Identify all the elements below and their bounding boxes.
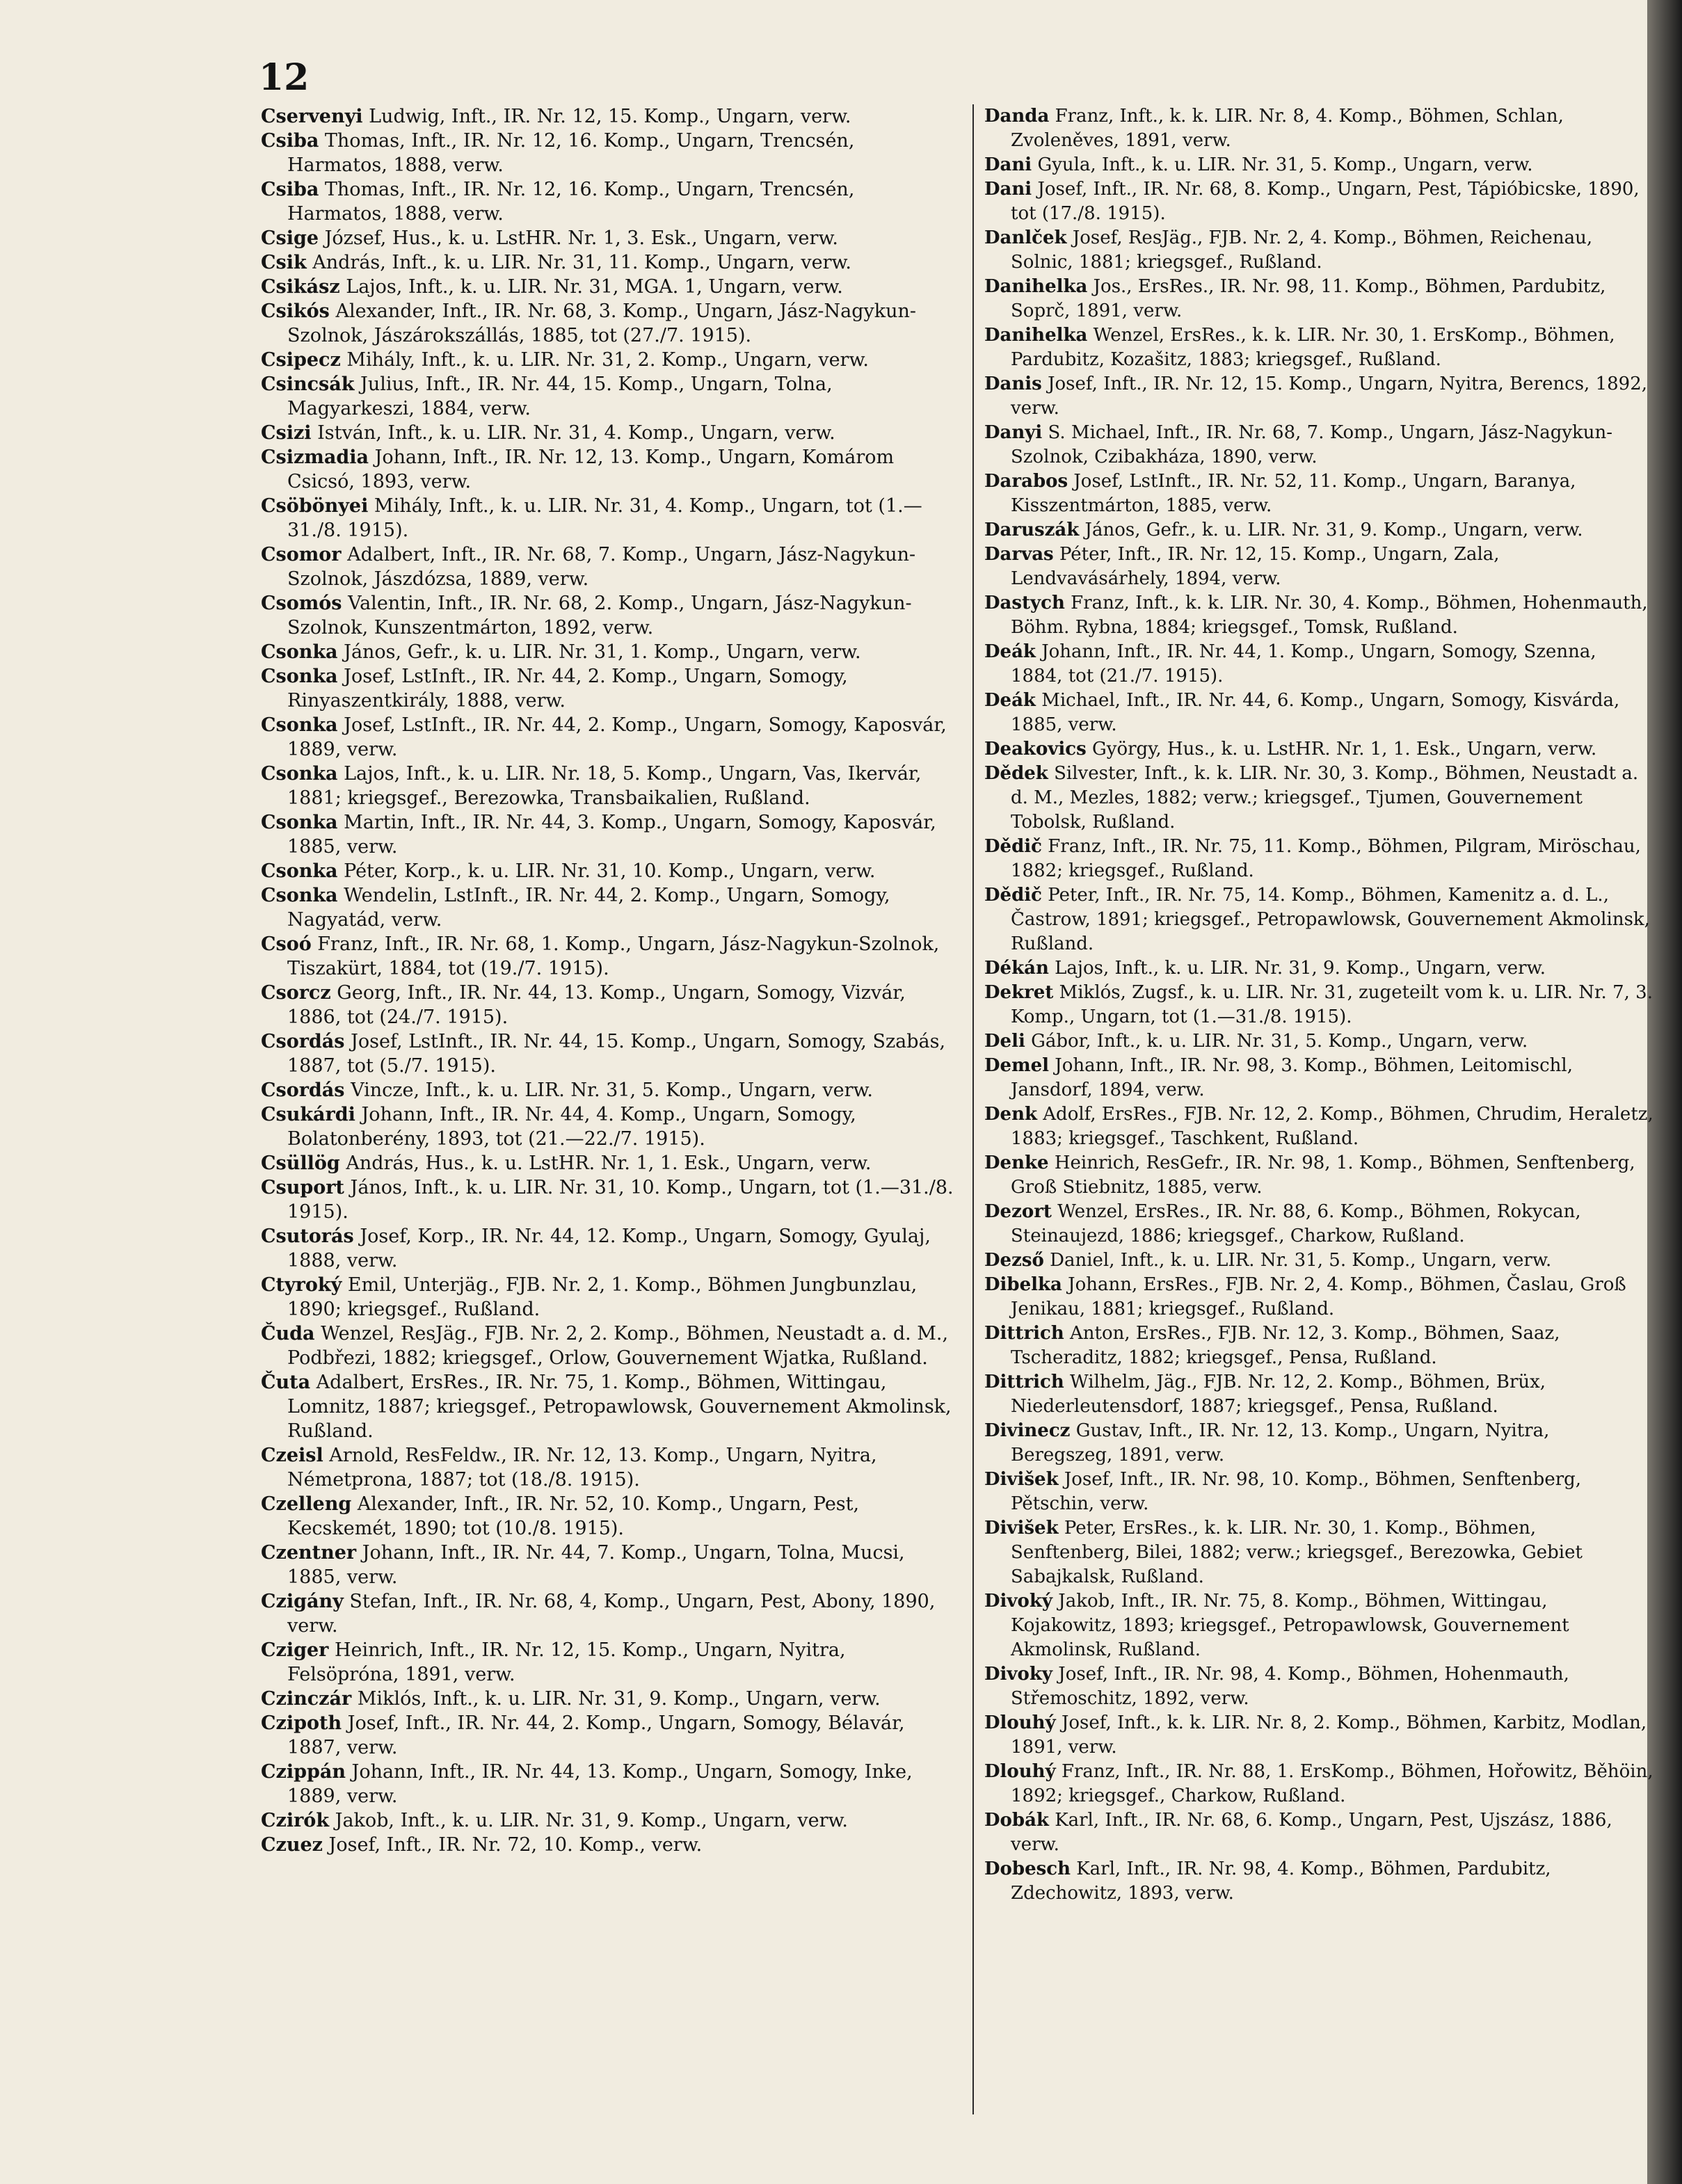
casualty-entry xyxy=(984,1516,1653,1589)
entry-details: Johann, Inft., IR. Nr. 98, 3. Komp., Böhmen, Leitomischl, Jansdorf, 1894, verw. xyxy=(1011,1055,1573,1100)
casualty-entry xyxy=(984,469,1653,518)
casualty-entry xyxy=(984,153,1653,177)
entry-details: Arnold, ResFeldw., IR. Nr. 12, 13. Komp., Ungarn, Nyitra, Németprona, 1887; tot (18./8. 1915). xyxy=(287,1445,877,1491)
entry-surname: Divoky xyxy=(984,1664,1052,1685)
entry-surname: Dlouhý xyxy=(984,1712,1056,1733)
entry-surname: Csoó xyxy=(261,933,312,955)
entry-surname: Csonka xyxy=(261,641,338,663)
entry-surname: Csonka xyxy=(261,763,338,785)
entry-details: Johann, Inft., IR. Nr. 44, 1. Komp., Ungarn, Somogy, Szenna, 1884, tot (21./7. 1915). xyxy=(1011,641,1596,686)
casualty-entry xyxy=(984,275,1653,323)
casualty-entry xyxy=(984,883,1653,956)
casualty-entry xyxy=(984,1029,1653,1054)
casualty-entry xyxy=(984,1808,1653,1857)
entry-details: Franz, Inft., k. k. LIR. Nr. 30, 4. Komp., Böhmen, Hohenmauth, Böhm. Rybna, 1884; kriegsgef., Tomsk, Rußland. xyxy=(1011,593,1648,638)
entry-details: Lajos, Inft., k. u. LIR. Nr. 31, MGA. 1, Ungarn, verw. xyxy=(339,276,843,298)
entry-details: Franz, Inft., IR. Nr. 88, 1. ErsKomp., Böhmen, Hořowitz, Běhöin, 1892; kriegsgef., Charkow, Rußland. xyxy=(1011,1761,1653,1806)
entry-surname: Csipecz xyxy=(261,349,341,371)
casualty-entry xyxy=(261,421,956,445)
entry-details: Daniel, Inft., k. u. LIR. Nr. 31, 5. Komp., Ungarn, verw. xyxy=(1043,1250,1552,1271)
entry-surname: Čuda xyxy=(261,1323,315,1344)
entry-details: Josef, Inft., k. k. LIR. Nr. 8, 2. Komp., Böhmen, Karbitz, Modlan, 1891, verw. xyxy=(1011,1712,1647,1758)
casualty-entry xyxy=(984,762,1653,835)
entry-surname: Dastych xyxy=(984,593,1065,613)
casualty-entry xyxy=(261,1711,956,1760)
entry-details: Johann, Inft., IR. Nr. 44, 7. Komp., Ungarn, Tolna, Mucsi, 1885, verw. xyxy=(287,1542,905,1588)
entry-surname: Danis xyxy=(984,374,1042,394)
entry-details: Wenzel, ErsRes., k. k. LIR. Nr. 30, 1. ErsKomp., Böhmen, Pardubitz, Kozašitz, 1883; kriegsgef., Rußland. xyxy=(1011,325,1615,370)
entry-surname: Cziger xyxy=(261,1639,329,1661)
entry-surname: Csige xyxy=(261,227,319,249)
entry-surname: Csuport xyxy=(261,1177,344,1198)
entry-details: Josef, LstInft., IR. Nr. 44, 2. Komp., Ungarn, Somogy, Kaposvár, 1889, verw. xyxy=(287,714,947,760)
entry-surname: Czuez xyxy=(261,1834,323,1856)
casualty-entry xyxy=(984,640,1653,689)
entry-surname: Csukárdi xyxy=(261,1104,355,1125)
casualty-entry xyxy=(984,1857,1653,1906)
casualty-entry xyxy=(261,810,956,859)
entry-surname: Deák xyxy=(984,690,1036,711)
casualty-entry xyxy=(261,1102,956,1151)
entry-surname: Dezső xyxy=(984,1250,1044,1271)
entry-details: János, Gefr., k. u. LIR. Nr. 31, 9. Komp., Ungarn, verw. xyxy=(1079,520,1583,540)
entry-details: Josef, LstInft., IR. Nr. 52, 11. Komp., Ungarn, Baranya, Kisszentmárton, 1885, verw. xyxy=(1011,471,1576,516)
casualty-entry xyxy=(261,348,956,372)
casualty-entry xyxy=(261,1687,956,1711)
entry-details: Wenzel, ErsRes., IR. Nr. 88, 6. Komp., Böhmen, Rokycan, Steinaujezd, 1886; kriegsgef., Charkow, Rußland. xyxy=(1011,1201,1581,1246)
entry-details: Adolf, ErsRes., FJB. Nr. 12, 2. Komp., Böhmen, Chrudim, Heraletz, 1883; kriegsgef., Taschkent, Rußland. xyxy=(1011,1104,1653,1149)
entry-details: József, Hus., k. u. LstHR. Nr. 1, 3. Esk., Ungarn, verw. xyxy=(319,227,838,249)
entry-surname: Czigány xyxy=(261,1591,344,1612)
entry-details: Josef, LstInft., IR. Nr. 44, 15. Komp., Ungarn, Somogy, Szabás, 1887, tot (5./7. 1915). xyxy=(287,1031,946,1077)
casualty-entry xyxy=(984,1370,1653,1419)
entry-details: Franz, Inft., IR. Nr. 75, 11. Komp., Böhmen, Pilgram, Miröschau, 1882; kriegsgef., Rußland. xyxy=(1011,836,1641,881)
entry-surname: Czelleng xyxy=(261,1493,352,1515)
casualty-entry xyxy=(984,1248,1653,1273)
entry-surname: Dani xyxy=(984,154,1032,175)
entry-surname: Čuta xyxy=(261,1372,311,1393)
page-number: 12 xyxy=(259,56,310,99)
entry-details: Lajos, Inft., k. u. LIR. Nr. 18, 5. Komp., Ungarn, Vas, Ikervár, 1881; kriegsgef., Berezowka, Transbaikalien, Rußland. xyxy=(287,763,922,809)
entry-surname: Deák xyxy=(984,641,1036,662)
entry-details: Jakob, Inft., k. u. LIR. Nr. 31, 9. Komp., Ungarn, verw. xyxy=(329,1810,848,1831)
casualty-entry xyxy=(261,883,956,932)
entry-surname: Dědič xyxy=(984,836,1042,857)
entry-surname: Csonka xyxy=(261,885,338,906)
casualty-entry xyxy=(984,518,1653,543)
casualty-entry xyxy=(261,1589,956,1638)
casualty-entry xyxy=(984,591,1653,640)
entry-details: Johann, Inft., IR. Nr. 12, 13. Komp., Ungarn, Komárom Csicsó, 1893, verw. xyxy=(287,447,895,492)
entry-surname: Ctyroký xyxy=(261,1274,342,1296)
casualty-entry xyxy=(984,1662,1653,1711)
casualty-entry xyxy=(261,981,956,1029)
entry-surname: Dani xyxy=(984,179,1032,200)
entry-surname: Dékán xyxy=(984,958,1049,979)
entry-details: Ludwig, Inft., IR. Nr. 12, 15. Komp., Ungarn, verw. xyxy=(362,106,851,127)
entry-details: Thomas, Inft., IR. Nr. 12, 16. Komp., Ungarn, Trencsén, Harmatos, 1888, verw. xyxy=(287,130,855,176)
entry-surname: Dezort xyxy=(984,1201,1052,1222)
entry-details: Thomas, Inft., IR. Nr. 12, 16. Komp., Ungarn, Trencsén, Harmatos, 1888, verw. xyxy=(287,179,855,225)
casualty-entry xyxy=(261,104,956,129)
entry-details: Josef, Inft., IR. Nr. 98, 10. Komp., Böhmen, Senftenberg, Pětschin, verw. xyxy=(1011,1469,1582,1514)
entry-surname: Dobesch xyxy=(984,1858,1071,1879)
entry-surname: Csikós xyxy=(261,300,330,322)
entry-details: Heinrich, ResGefr., IR. Nr. 98, 1. Komp., Böhmen, Senftenberg, Groß Stiebnitz, 1885, verw. xyxy=(1011,1153,1635,1198)
entry-surname: Darabos xyxy=(984,471,1068,492)
casualty-entry xyxy=(261,275,956,299)
casualty-entry xyxy=(984,835,1653,883)
casualty-entry xyxy=(261,129,956,177)
entry-surname: Daruszák xyxy=(984,520,1080,540)
casualty-entry xyxy=(261,372,956,421)
casualty-entry xyxy=(261,932,956,981)
entry-details: S. Michael, Inft., IR. Nr. 68, 7. Komp., Ungarn, Jász-Nagykun-Szolnok, Czibakháza, 1890, verw. xyxy=(1011,422,1613,467)
entry-surname: Czirók xyxy=(261,1810,330,1831)
entry-surname: Csonka xyxy=(261,714,338,736)
casualty-entry xyxy=(984,104,1653,153)
entry-details: Josef, Inft., IR. Nr. 98, 4. Komp., Böhmen, Hohenmauth, Střemoschitz, 1892, verw. xyxy=(1011,1664,1569,1709)
casualty-entry xyxy=(984,1151,1653,1200)
entry-details: Wilhelm, Jäg., FJB. Nr. 12, 2. Komp., Böhmen, Brüx, Niederleutensdorf, 1887; kriegsgef., Pensa, Rußland. xyxy=(1011,1372,1546,1417)
entry-details: Michael, Inft., IR. Nr. 44, 6. Komp., Ungarn, Somogy, Kisvárda, 1885, verw. xyxy=(1011,690,1620,735)
casualty-entry xyxy=(261,591,956,640)
casualty-entry xyxy=(261,1273,956,1322)
entry-surname: Divišek xyxy=(984,1518,1059,1539)
casualty-entry xyxy=(984,177,1653,226)
entry-surname: Czentner xyxy=(261,1542,357,1564)
column-divider xyxy=(972,104,974,2114)
casualty-entry xyxy=(261,1541,956,1589)
casualty-entry xyxy=(261,1443,956,1492)
casualty-entry xyxy=(984,956,1653,981)
entry-details: György, Hus., k. u. LstHR. Nr. 1, 1. Esk., Ungarn, verw. xyxy=(1086,739,1597,760)
entry-surname: Csizi xyxy=(261,422,312,444)
entry-surname: Divišek xyxy=(984,1469,1059,1490)
entry-surname: Dittrich xyxy=(984,1323,1064,1344)
entry-surname: Cservenyi xyxy=(261,106,363,127)
entry-details: Martin, Inft., IR. Nr. 44, 3. Komp., Ungarn, Somogy, Kaposvár, 1885, verw. xyxy=(287,812,936,858)
entry-surname: Darvas xyxy=(984,544,1054,565)
entry-details: Mihály, Inft., k. u. LIR. Nr. 31, 2. Komp., Ungarn, verw. xyxy=(340,349,869,371)
entry-surname: Csonka xyxy=(261,666,338,687)
entry-details: János, Gefr., k. u. LIR. Nr. 31, 1. Komp., Ungarn, verw. xyxy=(337,641,861,663)
entry-details: Miklós, Inft., k. u. LIR. Nr. 31, 9. Komp., Ungarn, verw. xyxy=(351,1688,881,1710)
casualty-entry xyxy=(984,323,1653,372)
entry-details: András, Hus., k. u. LstHR. Nr. 1, 1. Esk., Ungarn, verw. xyxy=(339,1153,872,1174)
entry-details: Stefan, Inft., IR. Nr. 68, 4, Komp., Ungarn, Pest, Abony, 1890, verw. xyxy=(287,1591,936,1637)
entry-surname: Csonka xyxy=(261,812,338,833)
entry-surname: Csutorás xyxy=(261,1226,354,1247)
casualty-entry xyxy=(261,1322,956,1370)
entry-surname: Czippán xyxy=(261,1761,346,1783)
entry-surname: Csüllög xyxy=(261,1153,340,1174)
entry-surname: Csonka xyxy=(261,860,338,882)
casualty-entry xyxy=(984,543,1653,591)
entry-details: Johann, Inft., IR. Nr. 44, 13. Komp., Ungarn, Somogy, Inke, 1889, verw. xyxy=(287,1761,913,1807)
entry-details: Silvester, Inft., k. k. LIR. Nr. 30, 3. Komp., Böhmen, Neustadt a. d. M., Mezles, 1882; verw.; kriegsgef., Tjumen, Gouvernement Tobolsk, Rußland. xyxy=(1011,763,1639,833)
casualty-entry xyxy=(984,1054,1653,1102)
entry-surname: Dobák xyxy=(984,1810,1049,1831)
entry-surname: Danyi xyxy=(984,422,1043,443)
entry-details: Josef, ResJäg., FJB. Nr. 2, 4. Komp., Böhmen, Reichenau, Solnic, 1881; kriegsgef., Rußland. xyxy=(1011,227,1593,273)
casualty-entry xyxy=(984,1273,1653,1322)
entry-surname: Csomós xyxy=(261,593,342,614)
casualty-entry xyxy=(261,1638,956,1687)
casualty-entry xyxy=(984,372,1653,421)
casualty-entry xyxy=(261,1760,956,1808)
casualty-entry xyxy=(984,981,1653,1029)
entry-surname: Dědič xyxy=(984,885,1042,906)
entry-details: Adalbert, ErsRes., IR. Nr. 75, 1. Komp., Böhmen, Wittingau, Lomnitz, 1887; kriegsgef., Petropawlowsk, Gouvernement Akmolinsk, Rußland. xyxy=(287,1372,952,1442)
entry-details: Karl, Inft., IR. Nr. 98, 4. Komp., Böhmen, Pardubitz, Zdechowitz, 1893, verw. xyxy=(1011,1858,1551,1904)
entry-details: János, Inft., k. u. LIR. Nr. 31, 10. Komp., Ungarn, tot (1.—31./8. 1915). xyxy=(287,1177,954,1223)
entry-surname: Danihelka xyxy=(984,276,1088,297)
entry-surname: Danda xyxy=(984,106,1050,127)
entry-details: Valentin, Inft., IR. Nr. 68, 2. Komp., Ungarn, Jász-Nagykun-Szolnok, Kunszentmárton, 1892, verw. xyxy=(287,593,912,639)
entry-details: Anton, ErsRes., FJB. Nr. 12, 3. Komp., Böhmen, Saaz, Tscheraditz, 1882; kriegsgef., Pensa, Rußland. xyxy=(1011,1323,1560,1368)
entry-surname: Danihelka xyxy=(984,325,1088,346)
casualty-entry xyxy=(261,226,956,250)
entry-details: Josef, Inft., IR. Nr. 12, 15. Komp., Ungarn, Nyitra, Berencs, 1892, verw. xyxy=(1011,374,1647,419)
entry-surname: Denk xyxy=(984,1104,1038,1125)
entry-details: Peter, ErsRes., k. k. LIR. Nr. 30, 1. Komp., Böhmen, Senftenberg, Bilei, 1882; verw.; kriegsgef., Berezowka, Gebiet Sabajkalsk, Rußland. xyxy=(1011,1518,1583,1587)
entry-surname: Csiba xyxy=(261,179,319,200)
casualty-entry xyxy=(984,1468,1653,1516)
entry-surname: Dittrich xyxy=(984,1372,1064,1392)
entry-details: Josef, LstInft., IR. Nr. 44, 2. Komp., Ungarn, Somogy, Rinyaszentkirály, 1888, verw. xyxy=(287,666,848,712)
entry-surname: Deakovics xyxy=(984,739,1087,760)
casualty-entry xyxy=(261,1370,956,1443)
entry-surname: Csizmadia xyxy=(261,447,369,468)
casualty-entry xyxy=(261,494,956,543)
entry-details: Georg, Inft., IR. Nr. 44, 13. Komp., Ungarn, Somogy, Vizvár, 1886, tot (24./7. 1915). xyxy=(287,982,906,1028)
casualty-entry xyxy=(261,762,956,810)
entry-surname: Csordás xyxy=(261,1079,345,1101)
entry-details: Alexander, Inft., IR. Nr. 68, 3. Komp., Ungarn, Jász-Nagykun-Szolnok, Jászárokszállás, 1885, tot (27./7. 1915). xyxy=(287,300,917,346)
entry-details: Wendelin, LstInft., IR. Nr. 44, 2. Komp., Ungarn, Somogy, Nagyatád, verw. xyxy=(287,885,890,931)
entry-details: Julius, Inft., IR. Nr. 44, 15. Komp., Ungarn, Tolna, Magyarkeszi, 1884, verw. xyxy=(287,374,833,419)
entry-surname: Divinecz xyxy=(984,1420,1071,1441)
casualty-entry xyxy=(261,1175,956,1224)
casualty-entry xyxy=(261,1029,956,1078)
entry-surname: Czipoth xyxy=(261,1712,342,1734)
entry-surname: Csik xyxy=(261,252,307,273)
entry-surname: Deli xyxy=(984,1031,1025,1052)
casualty-entry xyxy=(261,664,956,713)
entry-details: Peter, Inft., IR. Nr. 75, 14. Komp., Böhmen, Kamenitz a. d. L., Častrow, 1891; kriegsgef., Petropawlowsk, Gouvernement Akmolinsk, Rußland. xyxy=(1011,885,1650,954)
entry-details: Josef, Korp., IR. Nr. 44, 12. Komp., Ungarn, Somogy, Gyulaj, 1888, verw. xyxy=(287,1226,931,1271)
entry-surname: Czeisl xyxy=(261,1445,323,1466)
left-column xyxy=(261,104,956,1857)
entry-surname: Csiba xyxy=(261,130,319,152)
casualty-entry xyxy=(984,421,1653,469)
casualty-entry xyxy=(261,1808,956,1833)
entry-details: Gyula, Inft., k. u. LIR. Nr. 31, 5. Komp., Ungarn, verw. xyxy=(1032,154,1533,175)
entry-details: Josef, Inft., IR. Nr. 68, 8. Komp., Ungarn, Pest, Tápióbicske, 1890, tot (17./8. 1915). xyxy=(1011,179,1640,224)
entry-surname: Csordás xyxy=(261,1031,345,1052)
casualty-entry xyxy=(261,177,956,226)
entry-surname: Divoký xyxy=(984,1591,1052,1612)
casualty-entry xyxy=(261,1078,956,1102)
entry-surname: Csikász xyxy=(261,276,340,298)
entry-details: Adalbert, Inft., IR. Nr. 68, 7. Komp., Ungarn, Jász-Nagykun-Szolnok, Jászdózsa, 1889, verw. xyxy=(287,544,916,590)
entry-surname: Dekret xyxy=(984,982,1054,1003)
entry-details: Franz, Inft., IR. Nr. 68, 1. Komp., Ungarn, Jász-Nagykun-Szolnok, Tiszakürt, 1884, tot (19./7. 1915). xyxy=(287,933,940,979)
entry-details: Karl, Inft., IR. Nr. 68, 6. Komp., Ungarn, Pest, Ujszász, 1886, verw. xyxy=(1011,1810,1612,1855)
entry-details: Heinrich, Inft., IR. Nr. 12, 15. Komp., Ungarn, Nyitra, Felsöpróna, 1891, verw. xyxy=(287,1639,846,1685)
entry-details: Josef, Inft., IR. Nr. 44, 2. Komp., Ungarn, Somogy, Bélavár, 1887, verw. xyxy=(287,1712,905,1758)
entry-details: András, Inft., k. u. LIR. Nr. 31, 11. Komp., Ungarn, verw. xyxy=(306,252,851,273)
entry-details: Emil, Unterjäg., FJB. Nr. 2, 1. Komp., Böhmen Jungbunzlau, 1890; kriegsgef., Rußland. xyxy=(287,1274,918,1320)
entry-details: Josef, Inft., IR. Nr. 72, 10. Komp., verw. xyxy=(322,1834,703,1856)
entry-details: Gustav, Inft., IR. Nr. 12, 13. Komp., Ungarn, Nyitra, Beregszeg, 1891, verw. xyxy=(1011,1420,1550,1466)
casualty-entry xyxy=(984,689,1653,737)
entry-details: Alexander, Inft., IR. Nr. 52, 10. Komp., Ungarn, Pest, Kecskemét, 1890; tot (10./8. 1915). xyxy=(287,1493,860,1539)
casualty-entry xyxy=(984,1589,1653,1662)
entry-details: Gábor, Inft., k. u. LIR. Nr. 31, 5. Komp., Ungarn, verw. xyxy=(1025,1031,1528,1052)
entry-details: Wenzel, ResJäg., FJB. Nr. 2, 2. Komp., Böhmen, Neustadt a. d. M., Podbřezi, 1882; kriegsgef., Orlow, Gouvernement Wjatka, Rußland. xyxy=(287,1323,949,1369)
casualty-entry xyxy=(984,737,1653,762)
casualty-entry xyxy=(261,1224,956,1273)
casualty-entry xyxy=(984,226,1653,275)
entry-details: István, Inft., k. u. LIR. Nr. 31, 4. Komp., Ungarn, verw. xyxy=(311,422,835,444)
casualty-entry xyxy=(261,640,956,664)
entry-details: Jakob, Inft., IR. Nr. 75, 8. Komp., Böhmen, Wittingau, Kojakowitz, 1893; kriegsgef., Petropawlowsk, Gouvernement Akmolinsk, Rußland. xyxy=(1011,1591,1569,1660)
entry-details: Mihály, Inft., k. u. LIR. Nr. 31, 4. Komp., Ungarn, tot (1.—31./8. 1915). xyxy=(287,495,922,541)
entry-surname: Csorcz xyxy=(261,982,331,1004)
entry-surname: Csomor xyxy=(261,544,342,565)
casualty-entry xyxy=(261,445,956,494)
entry-details: Péter, Korp., k. u. LIR. Nr. 31, 10. Komp., Ungarn, verw. xyxy=(337,860,876,882)
entry-details: Péter, Inft., IR. Nr. 12, 15. Komp., Ungarn, Zala, Lendvavásárhely, 1894, verw. xyxy=(1011,544,1500,589)
entry-surname: Danlček xyxy=(984,227,1067,248)
entry-details: Jos., ErsRes., IR. Nr. 98, 11. Komp., Böhmen, Pardubitz, Soprč, 1891, verw. xyxy=(1011,276,1606,321)
casualty-entry xyxy=(984,1200,1653,1248)
entry-details: Miklós, Zugsf., k. u. LIR. Nr. 31, zugeteilt vom k. u. LIR. Nr. 7, 3. Komp., Ungarn, tot (1.—31./8. 1915). xyxy=(1011,982,1653,1027)
casualty-entry xyxy=(984,1419,1653,1468)
entry-details: Johann, Inft., IR. Nr. 44, 4. Komp., Ungarn, Somogy, Bolatonberény, 1893, tot (21.—22./7. 1915). xyxy=(287,1104,856,1150)
entry-surname: Dibelka xyxy=(984,1274,1062,1295)
casualty-entry xyxy=(261,250,956,275)
entry-surname: Czinczár xyxy=(261,1688,352,1710)
casualty-entry xyxy=(984,1760,1653,1808)
casualty-entry xyxy=(261,543,956,591)
casualty-entry xyxy=(984,1711,1653,1760)
entry-surname: Csincsák xyxy=(261,374,355,395)
casualty-entry xyxy=(261,299,956,348)
casualty-entry xyxy=(261,1833,956,1857)
casualty-entry xyxy=(261,713,956,762)
entry-details: Vincze, Inft., k. u. LIR. Nr. 31, 5. Komp., Ungarn, verw. xyxy=(344,1079,873,1101)
entry-details: Franz, Inft., k. k. LIR. Nr. 8, 4. Komp., Böhmen, Schlan, Zvoleněves, 1891, verw. xyxy=(1011,106,1564,151)
casualty-entry xyxy=(261,1492,956,1541)
casualty-entry xyxy=(261,859,956,883)
right-column xyxy=(984,104,1653,1906)
casualty-entry xyxy=(261,1151,956,1175)
entry-surname: Csöbönyei xyxy=(261,495,369,517)
entry-details: Lajos, Inft., k. u. LIR. Nr. 31, 9. Komp., Ungarn, verw. xyxy=(1048,958,1546,979)
entry-surname: Dědek xyxy=(984,763,1048,784)
entry-surname: Denke xyxy=(984,1153,1049,1173)
casualty-entry xyxy=(984,1322,1653,1370)
casualty-entry xyxy=(984,1102,1653,1151)
entry-details: Johann, ErsRes., FJB. Nr. 2, 4. Komp., Böhmen, Časlau, Groß Jenikau, 1881; kriegsgef., Rußland. xyxy=(1011,1274,1626,1319)
entry-surname: Dlouhý xyxy=(984,1761,1056,1782)
entry-surname: Demel xyxy=(984,1055,1050,1076)
